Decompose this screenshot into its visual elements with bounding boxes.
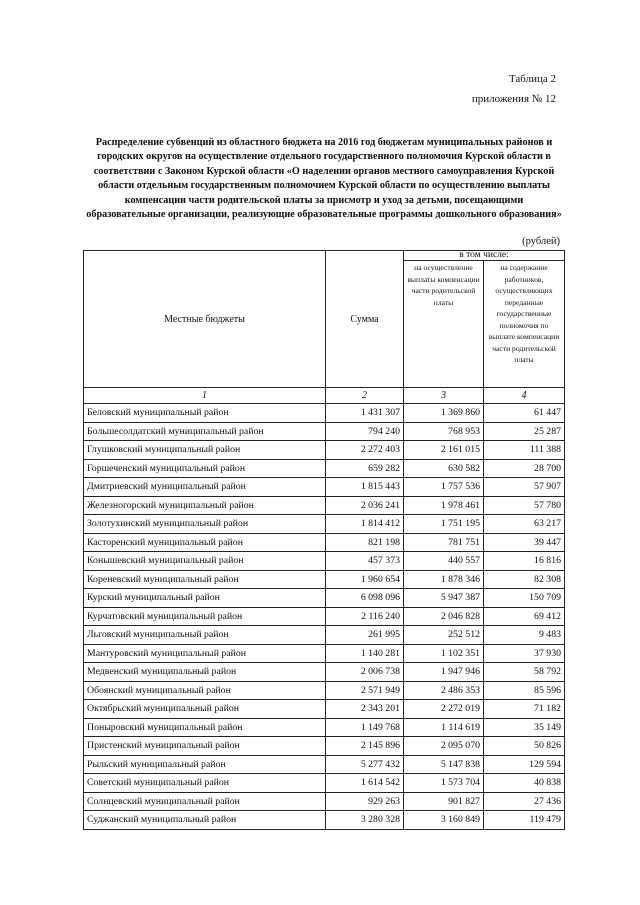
sum-cell: 2 571 949 <box>326 681 404 700</box>
budget-name: Железногорский муниципальный район <box>84 496 326 515</box>
staff-cell: 50 826 <box>484 737 565 756</box>
table-row <box>84 811 565 830</box>
sum-cell: 1 815 443 <box>326 478 404 497</box>
compensation-cell: 1 751 195 <box>404 515 484 534</box>
compensation-cell: 1 978 461 <box>404 496 484 515</box>
budget-name: Поныровский муниципальный район <box>84 718 326 737</box>
budget-name: Горшеченский муниципальный район <box>84 459 326 478</box>
budget-name: Золотухинский муниципальный район <box>84 515 326 534</box>
column-number: 1 <box>84 388 326 404</box>
staff-cell: 63 217 <box>484 515 565 534</box>
sum-cell: 2 145 896 <box>326 737 404 756</box>
sum-cell: 6 098 096 <box>326 589 404 608</box>
table-row <box>84 644 565 663</box>
budget-name: Пристенский муниципальный район <box>84 737 326 756</box>
sum-cell: 659 282 <box>326 459 404 478</box>
staff-cell: 25 287 <box>484 422 565 441</box>
sum-cell: 3 280 328 <box>326 811 404 830</box>
table-row <box>84 515 565 534</box>
sum-cell: 2 343 201 <box>326 700 404 719</box>
table-row <box>84 496 565 515</box>
sum-cell: 1 814 412 <box>326 515 404 534</box>
compensation-cell: 2 095 070 <box>404 737 484 756</box>
table-row <box>84 737 565 756</box>
column-number: 4 <box>484 388 565 404</box>
budget-name: Суджанский муниципальный район <box>84 811 326 830</box>
compensation-cell: 781 751 <box>404 533 484 552</box>
appendix-number: приложения № 12 <box>471 93 556 105</box>
staff-cell: 85 596 <box>484 681 565 700</box>
table-row <box>84 533 565 552</box>
table-row <box>84 422 565 441</box>
compensation-cell: 5 947 387 <box>404 589 484 608</box>
staff-cell: 27 436 <box>484 792 565 811</box>
compensation-cell: 5 147 838 <box>404 755 484 774</box>
sum-cell: 457 373 <box>326 552 404 571</box>
compensation-cell: 1 757 536 <box>404 478 484 497</box>
staff-cell: 37 930 <box>484 644 565 663</box>
table-row <box>84 663 565 682</box>
budget-name: Медвенский муниципальный район <box>84 663 326 682</box>
sum-cell: 2 272 403 <box>326 441 404 460</box>
sum-cell: 929 263 <box>326 792 404 811</box>
budget-name: Обоянский муниципальный район <box>84 681 326 700</box>
document-title: Распределение субвенций из областного бюджета на 2016 год бюджетам муниципальных районов и городских округов на осуществление отдельного государственного полномочия Курской области в соответствии с Законом Курской области «О наделении органов местного самоуправления Курской области отдельным государственным полномочием Курской области по осуществлению выплаты компенсации части родительской платы за присмотр и уход за детьми, посещающими образовательные организации, реализующие образовательные программы дошкольного образования» <box>86 137 562 221</box>
staff-cell: 57 780 <box>484 496 565 515</box>
compensation-cell: 1 947 946 <box>404 663 484 682</box>
table-row <box>84 792 565 811</box>
sum-cell: 1 431 307 <box>326 404 404 423</box>
sum-cell: 1 960 654 <box>326 570 404 589</box>
sum-cell: 2 006 738 <box>326 663 404 682</box>
units-label: (рублей) <box>522 236 560 247</box>
compensation-cell: 1 114 619 <box>404 718 484 737</box>
table-row <box>84 774 565 793</box>
table-row <box>84 589 565 608</box>
sum-cell: 1 140 281 <box>326 644 404 663</box>
table-row <box>84 459 565 478</box>
budget-name: Льговский муниципальный район <box>84 626 326 645</box>
budget-name: Рыльский муниципальный район <box>84 755 326 774</box>
table-row <box>84 552 565 571</box>
table-row <box>84 607 565 626</box>
budget-name: Курчатовский муниципальный район <box>84 607 326 626</box>
header-compensation: на осуществление выплаты компенсации части родительской платы <box>404 261 484 388</box>
sum-cell: 1 614 542 <box>326 774 404 793</box>
compensation-cell: 2 161 015 <box>404 441 484 460</box>
budget-name: Дмитриевский муниципальный район <box>84 478 326 497</box>
staff-cell: 71 182 <box>484 700 565 719</box>
budget-name: Курский муниципальный район <box>84 589 326 608</box>
budget-name: Мантуровский муниципальный район <box>84 644 326 663</box>
staff-cell: 35 149 <box>484 718 565 737</box>
sum-cell: 794 240 <box>326 422 404 441</box>
staff-cell: 82 308 <box>484 570 565 589</box>
staff-cell: 39 447 <box>484 533 565 552</box>
table-row <box>84 626 565 645</box>
column-number: 2 <box>326 388 404 404</box>
staff-cell: 58 792 <box>484 663 565 682</box>
budget-name: Конышевский муниципальный район <box>84 552 326 571</box>
budget-name: Касторенский муниципальный район <box>84 533 326 552</box>
compensation-cell: 1 573 704 <box>404 774 484 793</box>
staff-cell: 150 709 <box>484 589 565 608</box>
compensation-cell: 1 878 346 <box>404 570 484 589</box>
budget-name: Советский муниципальный район <box>84 774 326 793</box>
compensation-cell: 2 486 353 <box>404 681 484 700</box>
table-row <box>84 404 565 423</box>
compensation-cell: 252 512 <box>404 626 484 645</box>
compensation-cell: 2 046 828 <box>404 607 484 626</box>
header-including: в том числе: <box>404 251 565 261</box>
staff-cell: 40 838 <box>484 774 565 793</box>
sum-cell: 261 995 <box>326 626 404 645</box>
compensation-cell: 768 953 <box>404 422 484 441</box>
staff-cell: 129 594 <box>484 755 565 774</box>
budget-name: Октябрьский муниципальный район <box>84 700 326 719</box>
staff-cell: 61 447 <box>484 404 565 423</box>
sum-cell: 821 198 <box>326 533 404 552</box>
staff-cell: 69 412 <box>484 607 565 626</box>
table-row <box>84 755 565 774</box>
table-row <box>84 718 565 737</box>
table-row <box>84 681 565 700</box>
sum-cell: 1 149 768 <box>326 718 404 737</box>
staff-cell: 119 479 <box>484 811 565 830</box>
compensation-cell: 440 557 <box>404 552 484 571</box>
staff-cell: 28 700 <box>484 459 565 478</box>
staff-cell: 9 483 <box>484 626 565 645</box>
header-staff: на содержание работников, осуществляющих переданные государственные полномочия по выплате компенсации части родительской платы <box>484 261 565 388</box>
compensation-cell: 3 160 849 <box>404 811 484 830</box>
sum-cell: 2 116 240 <box>326 607 404 626</box>
budget-name: Солнцевский муниципальный район <box>84 792 326 811</box>
compensation-cell: 2 272 019 <box>404 700 484 719</box>
compensation-cell: 1 369 860 <box>404 404 484 423</box>
column-number: 3 <box>404 388 484 404</box>
table-row <box>84 570 565 589</box>
budget-name: Глушковский муниципальный район <box>84 441 326 460</box>
budget-name: Кореневский муниципальный район <box>84 570 326 589</box>
table-row <box>84 441 565 460</box>
staff-cell: 111 388 <box>484 441 565 460</box>
staff-cell: 16 816 <box>484 552 565 571</box>
sum-cell: 5 277 432 <box>326 755 404 774</box>
header-sum: Сумма <box>326 251 404 388</box>
budget-name: Большесолдатский муниципальный район <box>84 422 326 441</box>
table-row <box>84 700 565 719</box>
compensation-cell: 630 582 <box>404 459 484 478</box>
table-row <box>84 478 565 497</box>
table-number: Таблица 2 <box>508 73 556 85</box>
staff-cell: 57 907 <box>484 478 565 497</box>
header-local-budgets: Местные бюджеты <box>84 251 326 388</box>
subventions-table <box>83 250 565 830</box>
sum-cell: 2 036 241 <box>326 496 404 515</box>
compensation-cell: 1 102 351 <box>404 644 484 663</box>
compensation-cell: 901 827 <box>404 792 484 811</box>
budget-name: Беловский муниципальный район <box>84 404 326 423</box>
